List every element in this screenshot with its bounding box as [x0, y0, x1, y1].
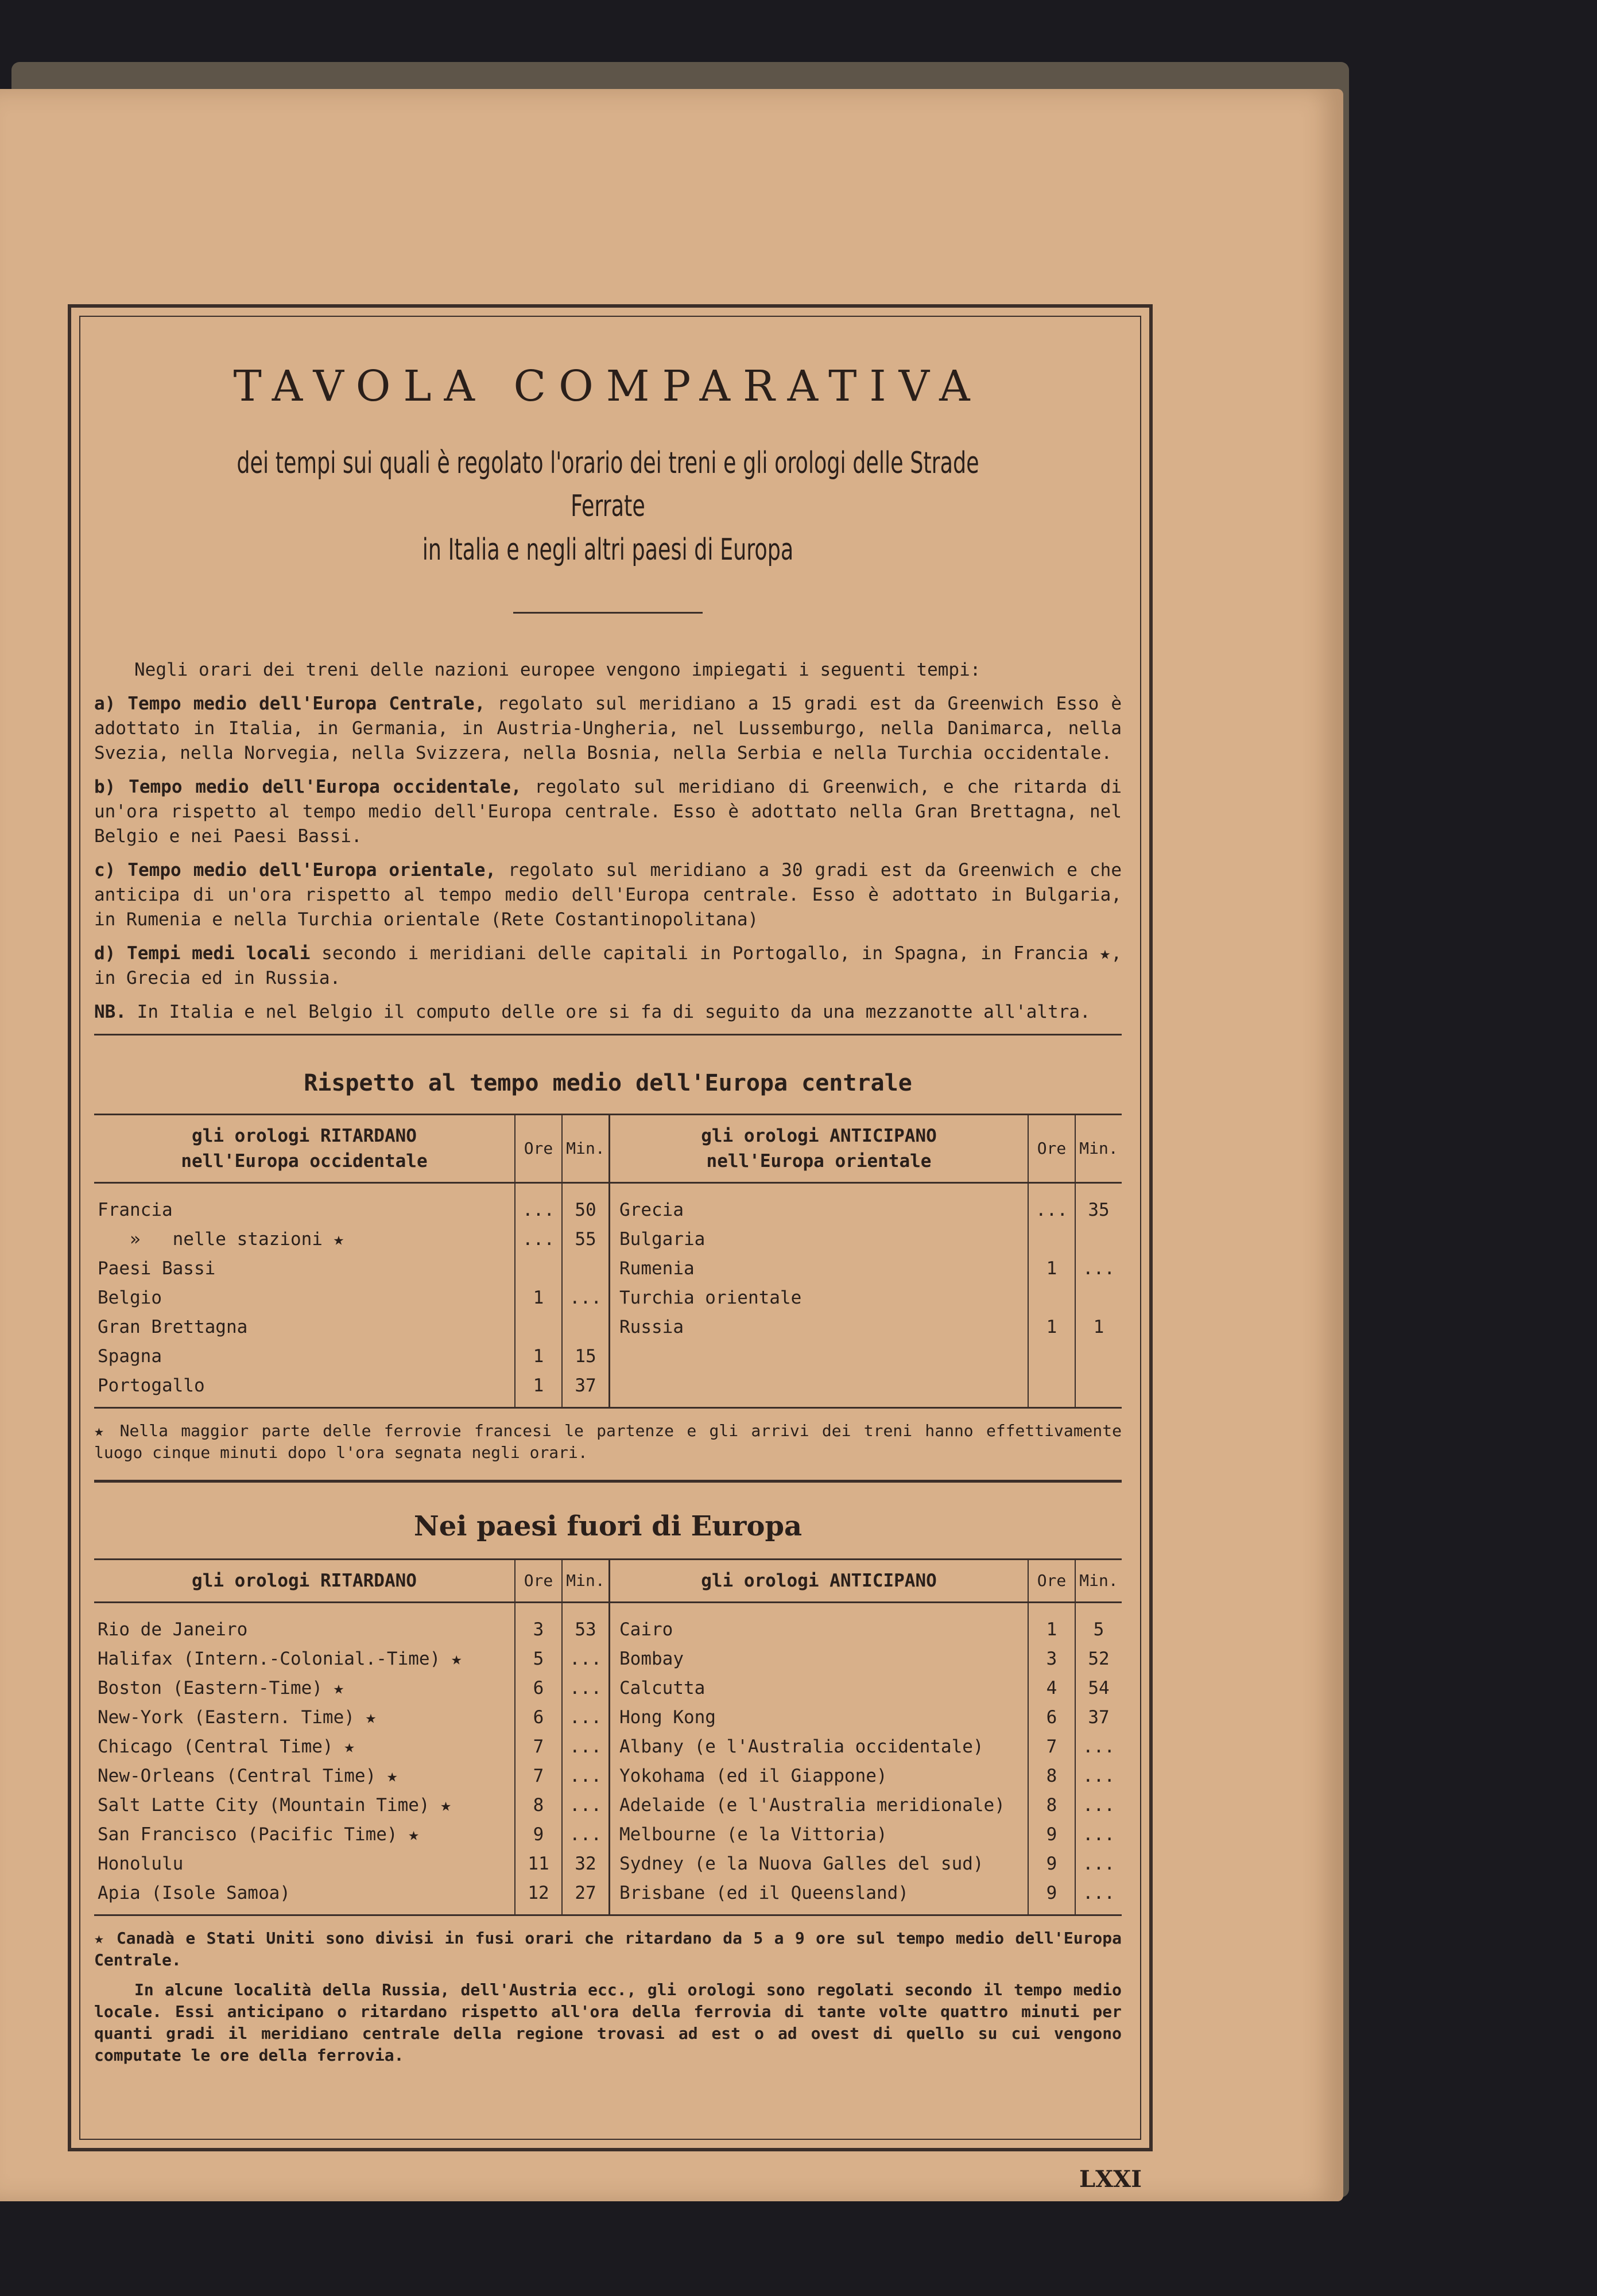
outside-left-min-header: Min.	[562, 1560, 610, 1603]
row-ore	[1028, 1224, 1075, 1254]
row-name: Salt Latte City (Mountain Time) ★	[98, 1794, 451, 1816]
outside-heading: Nei paesi fuori di Europa	[413, 1510, 803, 1543]
row-name: Bulgaria	[610, 1224, 1029, 1254]
europe-right-min-header: Min.	[1075, 1115, 1122, 1183]
row-min: 27	[562, 1878, 610, 1915]
row-min: 15	[562, 1341, 610, 1371]
row-min: 55	[562, 1224, 610, 1254]
row-name: Rumenia	[610, 1254, 1029, 1283]
paragraph-d	[94, 941, 1122, 991]
row-min: ...	[562, 1761, 610, 1790]
paragraph-c-lead: c) Tempo medio dell'Europa orientale,	[94, 860, 497, 881]
paragraph-d-lead: d) Tempi medi locali	[94, 943, 311, 964]
row-name: » nelle stazioni ★	[98, 1228, 344, 1250]
paragraph-nb-lead: NB.	[94, 1002, 126, 1023]
outside-right-header: gli orologi ANTICIPANO	[610, 1560, 1029, 1603]
table-row	[94, 1341, 1122, 1371]
paragraph-c	[94, 858, 1122, 932]
row-name: Cairo	[610, 1603, 1029, 1645]
paragraph-a	[94, 692, 1122, 766]
paragraph-b-lead: b) Tempo medio dell'Europa occidentale,	[94, 777, 522, 798]
europe-table	[94, 1114, 1122, 1412]
table-row	[94, 1761, 1122, 1790]
row-ore: 11	[515, 1849, 562, 1878]
table-bottom-rule	[94, 1915, 1122, 1920]
row-min: 32	[562, 1849, 610, 1878]
row-ore	[515, 1254, 562, 1283]
row-ore: 5	[515, 1644, 562, 1673]
row-min: 37	[1075, 1702, 1122, 1732]
table-row	[94, 1224, 1122, 1254]
europe-left-header-line1: gli orologi RITARDANO	[192, 1126, 417, 1147]
row-ore: ...	[515, 1183, 562, 1225]
row-name: Portogallo	[98, 1375, 205, 1396]
table-row	[94, 1790, 1122, 1820]
paragraph-nb	[94, 1000, 1122, 1025]
book-page	[0, 89, 1343, 2201]
row-ore: 1	[1028, 1312, 1075, 1341]
row-name: Chicago (Central Time) ★	[98, 1736, 355, 1757]
row-ore: 8	[1028, 1761, 1075, 1790]
row-min	[562, 1254, 610, 1283]
paragraph-b	[94, 775, 1122, 849]
table-row	[94, 1644, 1122, 1673]
row-min	[1075, 1341, 1122, 1371]
row-ore: 1	[1028, 1254, 1075, 1283]
row-ore: ...	[1028, 1183, 1075, 1225]
row-min: ...	[562, 1820, 610, 1849]
row-ore: 6	[515, 1673, 562, 1702]
row-min: 50	[562, 1183, 610, 1225]
section-divider	[94, 1034, 1122, 1035]
row-min: ...	[1075, 1849, 1122, 1878]
table-row	[94, 1283, 1122, 1312]
subtitle-line-2: in Italia e negli altri paesi di Europa	[422, 532, 794, 567]
row-min: 35	[1075, 1183, 1122, 1225]
row-name: Gran Brettagna	[98, 1316, 248, 1337]
paragraph-nb-text: In Italia e nel Belgio il computo delle ore si fa di seguito da una mezzanotte all'altra.	[126, 1002, 1091, 1023]
row-ore: 1	[515, 1371, 562, 1408]
row-min: 53	[562, 1603, 610, 1645]
outside-footnote-2: In alcune località della Russia, dell'Austria ecc., gli orologi sono regolati secondo il tempo medio locale. Essi anticipano o ritardano rispetto all'ora della ferrovia di tante volte quattro minuti per quanti gradi il meridiano centrale della regione trovasi ad est o ad ovest di quello su cui vengono computate le ore della ferrovia.	[94, 1980, 1122, 2065]
row-min	[1075, 1224, 1122, 1254]
table-bottom-rule	[94, 1408, 1122, 1413]
row-min: ...	[562, 1673, 610, 1702]
table-row	[94, 1673, 1122, 1702]
row-min: ...	[562, 1790, 610, 1820]
europe-right-ore-header: Ore	[1028, 1115, 1075, 1183]
europe-right-header	[610, 1115, 1029, 1183]
row-min: ...	[1075, 1254, 1122, 1283]
row-name: Russia	[610, 1312, 1029, 1341]
row-ore: 9	[1028, 1878, 1075, 1915]
row-ore: 1	[1028, 1603, 1075, 1645]
row-ore: 7	[515, 1732, 562, 1761]
outside-footnote-1: ★ Canadà e Stati Uniti sono divisi in fusi orari che ritardano da 5 a 9 ore sul tempo medio dell'Europa Centrale.	[94, 1929, 1122, 1970]
table-row	[94, 1183, 1122, 1225]
row-name: Turchia orientale	[610, 1283, 1029, 1312]
row-name: Spagna	[98, 1345, 162, 1367]
row-name	[610, 1371, 1029, 1408]
table-row	[94, 1702, 1122, 1732]
row-ore: 3	[515, 1603, 562, 1645]
row-name: San Francisco (Pacific Time) ★	[98, 1824, 419, 1845]
row-ore: 7	[515, 1761, 562, 1790]
row-name: Honolulu	[98, 1853, 184, 1874]
outside-right-min-header: Min.	[1075, 1560, 1122, 1603]
row-ore: 6	[1028, 1702, 1075, 1732]
row-ore: 6	[515, 1702, 562, 1732]
row-ore: 9	[1028, 1849, 1075, 1878]
europe-left-min-header: Min.	[562, 1115, 610, 1183]
row-min: ...	[1075, 1790, 1122, 1820]
row-min: ...	[1075, 1878, 1122, 1915]
row-min: 52	[1075, 1644, 1122, 1673]
europe-left-header-line2: nell'Europa occidentale	[181, 1151, 428, 1172]
page-frame	[68, 304, 1153, 2151]
row-ore: ...	[515, 1224, 562, 1254]
row-min	[562, 1312, 610, 1341]
row-name: Rio de Janeiro	[98, 1619, 248, 1640]
row-ore	[1028, 1341, 1075, 1371]
outside-right-ore-header: Ore	[1028, 1560, 1075, 1603]
table-row	[94, 1820, 1122, 1849]
table-row	[94, 1312, 1122, 1341]
row-name: Halifax (Intern.-Colonial.-Time) ★	[98, 1648, 462, 1669]
paragraph-d-text: secondo i meridiani delle capitali in Portogallo, in Spagna, in Francia ★, in Grecia ed in Russia.	[94, 943, 1122, 989]
row-min: 54	[1075, 1673, 1122, 1702]
page-content	[94, 362, 1122, 2066]
row-min: 1	[1075, 1312, 1122, 1341]
row-name: Sydney (e la Nuova Galles del sud)	[610, 1849, 1029, 1878]
row-min: ...	[1075, 1820, 1122, 1849]
row-name: Francia	[98, 1199, 173, 1220]
row-name: Calcutta	[610, 1673, 1029, 1702]
paragraph-a-lead: a) Tempo medio dell'Europa Centrale,	[94, 693, 486, 715]
row-name: Belgio	[98, 1287, 162, 1308]
europe-right-header-line2: nell'Europa orientale	[706, 1151, 932, 1172]
subtitle-line-1: dei tempi sui quali è regolato l'orario dei treni e gli orologi delle Strade Ferrate	[237, 446, 979, 524]
row-min: ...	[562, 1283, 610, 1312]
row-ore: 9	[1028, 1820, 1075, 1849]
paragraph-a-text: regolato sul meridiano a 15 gradi est da Greenwich Esso è adottato in Italia, in Germania, in Austria-Ungheria, nel Lussemburgo, nella Danimarca, nella Svezia, nella Norvegia, nella Svizzera, nella Bosnia, nella Serbia e nella Turchia occidentale.	[94, 693, 1122, 764]
outside-left-header: gli orologi RITARDANO	[94, 1560, 515, 1603]
row-ore	[1028, 1283, 1075, 1312]
paragraph-b-text: regolato sul meridiano di Greenwich, e che ritarda di un'ora rispetto al tempo medio dell'Europa centrale. Esso è adottato nella Gran Brettagna, nel Belgio e nei Paesi Bassi.	[94, 777, 1122, 847]
page-title: TAVOLA COMPARATIVA	[233, 362, 983, 411]
row-ore: 8	[1028, 1790, 1075, 1820]
row-min	[1075, 1283, 1122, 1312]
row-min: ...	[1075, 1761, 1122, 1790]
row-ore: 1	[515, 1283, 562, 1312]
row-ore: 4	[1028, 1673, 1075, 1702]
title-divider	[513, 612, 703, 614]
outside-left-ore-header: Ore	[515, 1560, 562, 1603]
row-min: 5	[1075, 1603, 1122, 1645]
page-number: LXXI	[1079, 2166, 1142, 2193]
table-row	[94, 1371, 1122, 1408]
row-name: Grecia	[610, 1183, 1029, 1225]
row-name: Adelaide (e l'Australia meridionale)	[610, 1790, 1029, 1820]
row-ore: 7	[1028, 1732, 1075, 1761]
europe-footnote: ★ Nella maggior parte delle ferrovie francesi le partenze e gli arrivi dei treni hanno effettivamente luogo cinque minuti dopo l'ora segnata negli orari.	[94, 1421, 1122, 1463]
row-min: ...	[1075, 1732, 1122, 1761]
europe-heading: Rispetto al tempo medio dell'Europa centrale	[304, 1070, 912, 1097]
row-name: Albany (e l'Australia occidentale)	[610, 1732, 1029, 1761]
table-row	[94, 1732, 1122, 1761]
europe-right-header-line1: gli orologi ANTICIPANO	[701, 1126, 937, 1147]
row-name: Bombay	[610, 1644, 1029, 1673]
europe-left-ore-header: Ore	[515, 1115, 562, 1183]
row-min: ...	[562, 1644, 610, 1673]
row-name: Boston (Eastern-Time) ★	[98, 1677, 344, 1698]
row-name: Melbourne (e la Vittoria)	[610, 1820, 1029, 1849]
row-name: Hong Kong	[610, 1702, 1029, 1732]
paragraph-c-text: regolato sul meridiano a 30 gradi est da Greenwich e che anticipa di un'ora rispetto al tempo medio dell'Europa centrale. Esso è adottato in Bulgaria, in Rumenia e nella Turchia orientale (Rete Costantinopolitana)	[94, 860, 1122, 930]
row-ore	[515, 1312, 562, 1341]
intro-text: Negli orari dei treni delle nazioni europee vengono impiegati i seguenti tempi:	[134, 660, 981, 681]
row-name: New-Orleans (Central Time) ★	[98, 1765, 398, 1786]
row-name: New-York (Eastern. Time) ★	[98, 1707, 377, 1728]
row-ore: 1	[515, 1341, 562, 1371]
row-ore: 8	[515, 1790, 562, 1820]
row-min: ...	[562, 1702, 610, 1732]
table-row	[94, 1878, 1122, 1915]
row-ore: 12	[515, 1878, 562, 1915]
outside-table	[94, 1558, 1122, 1919]
row-min: ...	[562, 1732, 610, 1761]
table-row	[94, 1254, 1122, 1283]
row-name: Brisbane (ed il Queensland)	[610, 1878, 1029, 1915]
row-name: Yokohama (ed il Giappone)	[610, 1761, 1029, 1790]
row-ore: 9	[515, 1820, 562, 1849]
row-name: Apia (Isole Samoa)	[98, 1882, 290, 1903]
row-name: Paesi Bassi	[98, 1258, 216, 1279]
row-ore: 3	[1028, 1644, 1075, 1673]
section-divider	[94, 1480, 1122, 1483]
table-row	[94, 1603, 1122, 1645]
europe-left-header	[94, 1115, 515, 1183]
row-min	[1075, 1371, 1122, 1408]
row-ore	[1028, 1371, 1075, 1408]
row-name	[610, 1341, 1029, 1371]
table-row	[94, 1849, 1122, 1878]
row-min: 37	[562, 1371, 610, 1408]
